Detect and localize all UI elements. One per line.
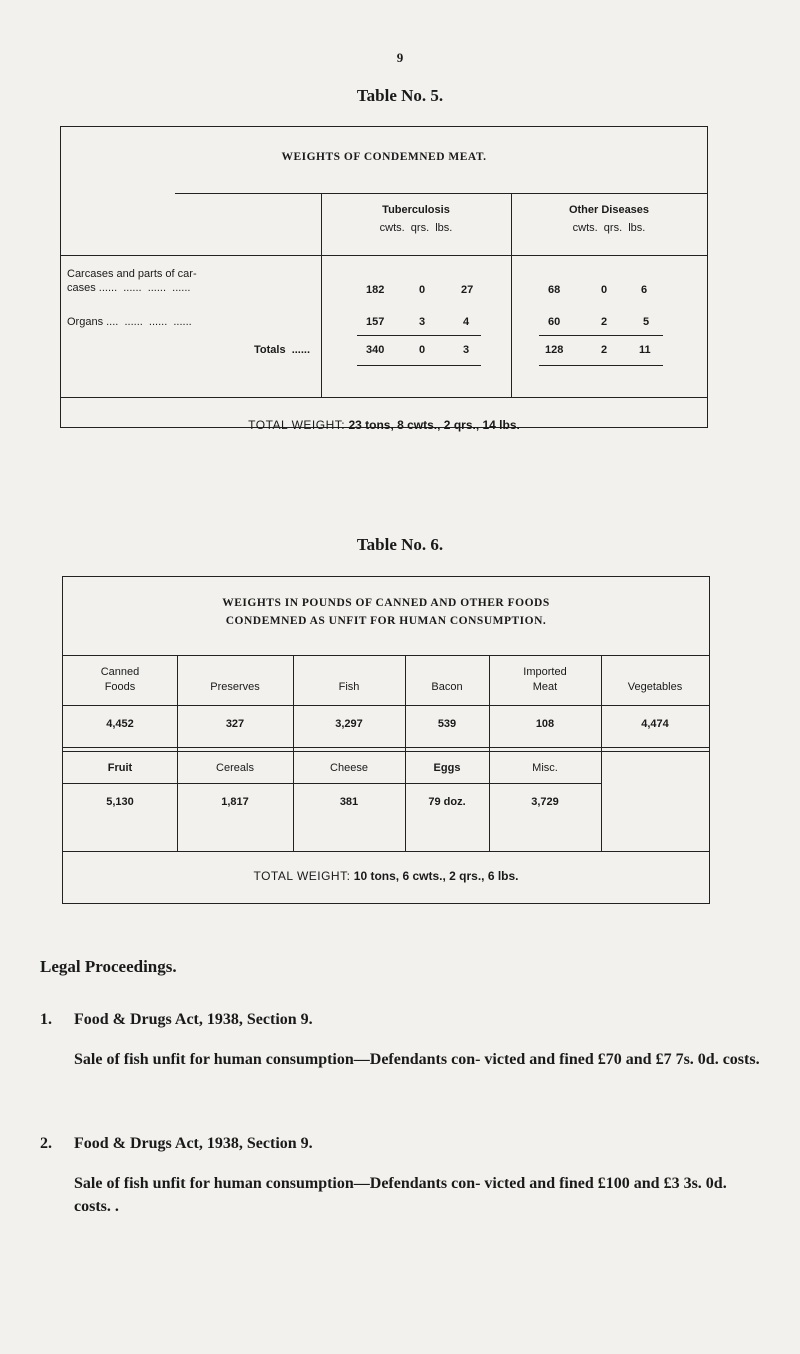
table6-value-vegetables: 4,474 <box>641 718 669 730</box>
page-number: 9 <box>396 50 404 65</box>
table5-row-label: Carcases and parts of car- <box>67 268 197 280</box>
table6-value-fruit: 5,130 <box>106 796 134 808</box>
table5-cell: 5 <box>643 316 650 328</box>
table6-head-cheese: Cheese <box>330 762 368 774</box>
table5-cell: 68 <box>548 284 561 296</box>
table5-cell: 3 <box>419 316 426 328</box>
table6-head-imported-meat: Imported Meat <box>523 666 567 693</box>
table5-cell: 0 <box>419 284 426 296</box>
table6-head-misc: Misc. <box>532 762 558 774</box>
table5-cell: 340 <box>366 344 385 356</box>
table6-value-imported-meat: 108 <box>535 718 555 730</box>
table5-totals-label: Totals ...... <box>254 344 311 356</box>
table6-header-top-rule <box>63 655 709 656</box>
table5-cell: 0 <box>601 284 608 296</box>
legal-item-text: Sale of fish unfit for human consumption—Defendants con- victed and fined £70 and £7 7s. 0d. costs. <box>74 1051 760 1068</box>
table5-cell: 6 <box>641 284 648 296</box>
table5-title: Table No. 5. <box>356 86 444 105</box>
table6-value-canned-foods: 4,452 <box>106 718 134 730</box>
table6-double-rule-b <box>63 751 709 752</box>
table5-header-bottom-rule <box>61 255 707 256</box>
table5-cell: 27 <box>461 284 474 296</box>
table6-caption-1: WEIGHTS IN POUNDS OF CANNED AND OTHER FOODS <box>222 597 550 609</box>
table5-totals-rule <box>539 335 663 336</box>
table5-cell: 4 <box>463 316 470 328</box>
legal-item-number: 2. <box>40 1135 52 1152</box>
legal-item-number: 1. <box>40 1011 52 1028</box>
table6-total-label: TOTAL WEIGHT: <box>253 869 351 883</box>
table5-cell: 157 <box>366 316 385 328</box>
table5-tb-head: Tuberculosis <box>382 204 450 216</box>
table5-box <box>60 126 708 432</box>
table5-total-value: 23 tons, 8 cwts., 2 qrs., 14 lbs. <box>348 418 520 432</box>
table6-head-fish: Fish <box>338 681 360 693</box>
table5-cell: 182 <box>366 284 385 296</box>
table6-head-eggs: Eggs <box>433 762 461 774</box>
table5-caption: WEIGHTS OF CONDEMNED MEAT. <box>281 151 487 163</box>
table5-totals-bottom-rule <box>357 365 481 366</box>
table6-title: Table No. 6. <box>356 535 444 554</box>
legal-item-title: Food & Drugs Act, 1938, Section 9. <box>74 1135 313 1152</box>
table5-tb-units: cwts. qrs. lbs. <box>379 222 453 234</box>
table6-head-fruit: Fruit <box>107 762 133 774</box>
table6-value-preserves: 327 <box>225 718 245 730</box>
table5-cell: 2 <box>601 344 608 356</box>
table6-box <box>62 576 710 904</box>
legal-heading: Legal Proceedings. <box>40 957 177 976</box>
table5-totals-rule <box>357 335 481 336</box>
table6-value-eggs: 79 doz. <box>428 796 466 808</box>
table5-cell: 3 <box>463 344 470 356</box>
table6-head-preserves: Preserves <box>210 681 260 693</box>
table5-cell: 11 <box>639 344 651 356</box>
table6-row-rule <box>63 705 709 706</box>
table5-cell: 128 <box>545 344 564 356</box>
table5-cell: 2 <box>601 316 608 328</box>
table6-value-bacon: 539 <box>437 718 457 730</box>
table6-caption-2: CONDEMNED AS UNFIT FOR HUMAN CONSUMPTION. <box>225 615 547 627</box>
table6-total-rule <box>63 851 709 852</box>
table5-row-label: cases ...... ...... ...... ...... <box>67 282 191 294</box>
table5-header-rule <box>175 193 707 194</box>
table6-value-fish: 3,297 <box>335 718 363 730</box>
table6-total-line <box>63 869 709 883</box>
table6-value-cereals: 1,817 <box>221 796 249 808</box>
table6-double-rule-a <box>63 747 709 748</box>
legal-item-text: Sale of fish unfit for human consumption—Defendants con- victed and fined £100 and £3 3s. 0d. costs. . <box>74 1175 727 1215</box>
table6-value-cheese: 381 <box>339 796 359 808</box>
table6-head-vegetables: Vegetables <box>627 681 683 693</box>
table6-head-canned-foods: Canned Foods <box>100 666 140 693</box>
table6-row-rule <box>63 783 601 784</box>
table5-cell: 60 <box>548 316 561 328</box>
table6-head-bacon: Bacon <box>431 681 463 693</box>
table6-value-misc: 3,729 <box>531 796 559 808</box>
legal-item-title: Food & Drugs Act, 1938, Section 9. <box>74 1011 313 1028</box>
table5-cell: 0 <box>419 344 426 356</box>
table5-other-head: Other Diseases <box>568 204 650 216</box>
table6-total-value: 10 tons, 6 cwts., 2 qrs., 6 lbs. <box>353 869 519 883</box>
table5-total-line <box>61 389 707 432</box>
table5-total-label: TOTAL WEIGHT: <box>248 418 346 432</box>
table5-totals-bottom-rule <box>539 365 663 366</box>
table6-head-cereals: Cereals <box>216 762 254 774</box>
table5-row-label: Organs .... ...... ...... ...... <box>67 316 192 328</box>
table5-other-units: cwts. qrs. lbs. <box>572 222 646 234</box>
